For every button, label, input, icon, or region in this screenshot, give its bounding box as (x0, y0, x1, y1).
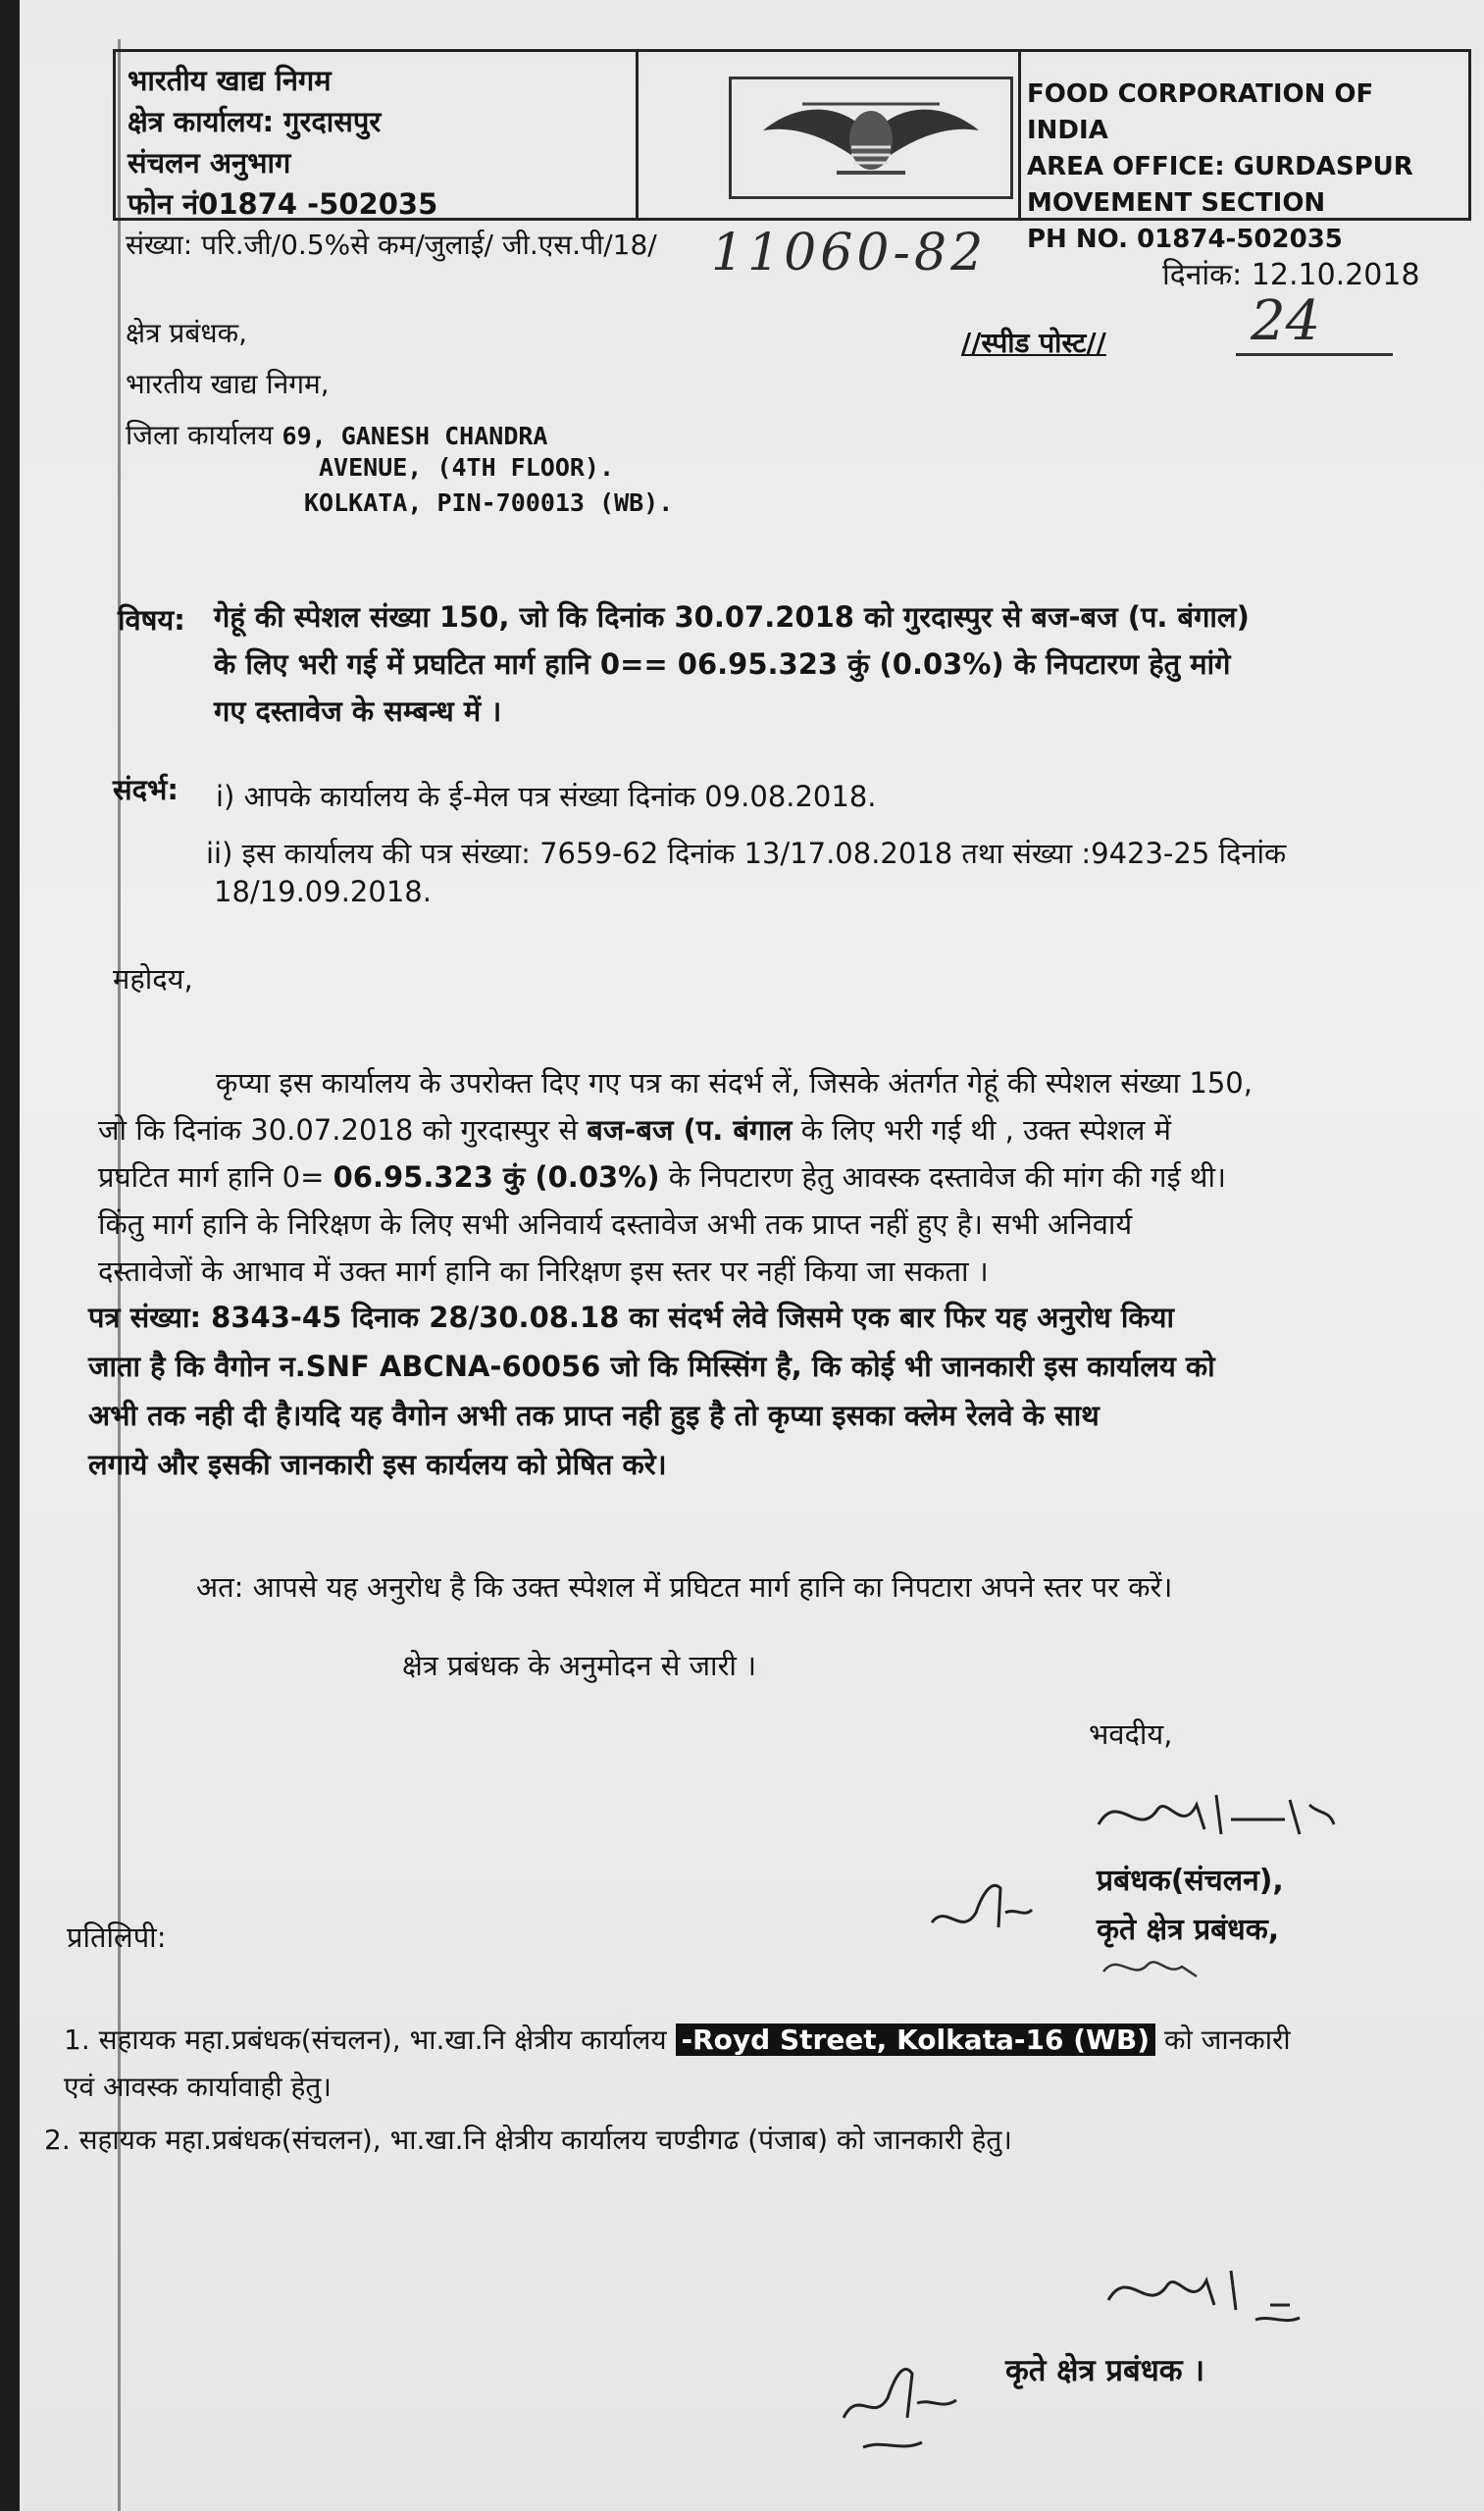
body-p1-line-3-a: प्रघटित मार्ग हानि 0= (98, 1160, 325, 1194)
copy-item-1-recipient: 1. सहायक महा.प्रबंधक(संचलन), भा.खा.नि क्षेत्रीय कार्यालय (64, 2024, 667, 2056)
addressee-line-2: भारतीय खाद्य निगम, (126, 368, 330, 400)
footer-side-signature-icon (824, 2349, 1000, 2457)
addressee-line-5: KOLKATA, PIN-700013 (WB). (304, 488, 674, 517)
office-hindi: क्षेत्र कार्यालय: गुरदासपुर (128, 105, 382, 138)
footer-designation: कृते क्षेत्र प्रबंधक । (1005, 2353, 1205, 2388)
phone-hindi: फोन नं01874 -502035 (128, 187, 438, 221)
copy-item-1-continuation: एवं आवस्क कार्यावाही हेतु। (64, 2071, 332, 2103)
closing-designation-2: कृते क्षेत्र प्रबंधक, (1097, 1913, 1280, 1947)
handwritten-reference-number: 11060-82 (711, 224, 988, 282)
closing-designation-1: प्रबंधक(संचलन), (1097, 1864, 1284, 1898)
approval-note: क्षेत्र प्रबंधक के अनुमोदन से जारी । (402, 1649, 757, 1682)
body-p1-line-3 (98, 1153, 1471, 1201)
emblem-logo (729, 77, 1013, 199)
salutation: महोदय, (113, 962, 193, 996)
body-p2-line-2: जाता है कि वैगोन न.SNF ABCNA-60056 जो कि मिस्सिंग है, कि कोई भी जानकारी इस कार्यालय को (88, 1350, 1215, 1383)
body-p2-line-1: पत्र संख्या: 8343-45 दिनाक 28/30.08.18 का संदर्भ लेवे जिसमे एक बार फिर यह अनुरोध किया (88, 1301, 1174, 1334)
body-paragraph-1 (98, 1059, 1471, 1295)
body-p1-line-2-c: के लिए भरी गई थी , उक्त स्पेशल में (800, 1113, 1171, 1147)
body-p1-line-2 (98, 1106, 1471, 1153)
handwritten-underline (1236, 353, 1393, 356)
addressee-office-hindi: जिला कार्यालय (126, 419, 274, 451)
side-signature-icon (922, 1869, 1040, 1947)
subject-line-2: के लिए भरी गई में प्रघटित मार्ग हानि 0== 06.95.323 कुं (0.03%) के निपटारण हेतु मांगे (214, 647, 1231, 681)
body-p2-line-3: अभी तक नही दी है।यदि यह वैगोन अभी तक प्राप्त नही हुइ है तो कृप्या इसका क्लेम रेलवे के साथ (88, 1399, 1100, 1432)
letterhead-divider-right (1018, 52, 1021, 218)
letterhead-hindi (128, 60, 618, 225)
body-p1-line-5: दस्तावेजों के आभाव में उक्त मार्ग हानि का निरिक्षण इस स्तर पर नहीं किया जा सकता । (98, 1255, 989, 1288)
addressee-line-4: AVENUE, (4TH FLOOR). (319, 453, 615, 482)
letter-page (20, 0, 1484, 2511)
body-p1-line-2-b: बज-बज (प. बंगाल (587, 1113, 793, 1147)
phone-english: PH NO. 01874-502035 (1027, 225, 1343, 254)
subject-label: विषय: (118, 603, 185, 637)
references-label: संदर्भ: (113, 773, 179, 806)
copy-to-label: प्रतिलिपी: (67, 1921, 167, 1954)
copy-item-1-address: -Royd Street, Kolkata-16 (WB) (676, 2024, 1156, 2056)
fci-emblem-icon (743, 86, 998, 189)
org-name-hindi: भारतीय खाद्य निगम (128, 64, 332, 97)
section-english: MOVEMENT SECTION (1027, 188, 1326, 218)
office-english: AREA OFFICE: GURDASPUR (1027, 152, 1413, 181)
initials-signature-icon (1099, 1947, 1216, 1986)
letterhead-divider-left (636, 52, 639, 218)
reference-item-2-line-1: ii) इस कार्यालय की पत्र संख्या: 7659-62 दिनांक 13/17.08.2018 तथा संख्या :9423-25 दिनांक (206, 837, 1287, 870)
section-hindi: संचलन अनुभाग (128, 146, 291, 179)
body-p2-line-4: लगाये और इसकी जानकारी इस कार्यलय को प्रेषित करे। (88, 1448, 667, 1481)
body-paragraph-3: अत: आपसे यह अनुरोध है कि उक्त स्पेशल में प्रघिटत मार्ग हानि का निपटारा अपने स्तर पर करें। (196, 1570, 1173, 1604)
reference-number: संख्या: परि.जी/0.5%से कम/जुलाई/ जी.एस.पी/18/ (126, 229, 657, 261)
org-name-english: FOOD CORPORATION OF INDIA (1027, 79, 1374, 145)
subject-line-3: गए दस्तावेज के सम्बन्ध में । (214, 694, 502, 728)
copy-item-2: 2. सहायक महा.प्रबंधक(संचलन), भा.खा.नि क्षेत्रीय कार्यालय चण्डीगढ (पंजाब) को जानकारी हेतु। (44, 2124, 1012, 2156)
reference-item-1: i) आपके कार्यालय के ई-मेल पत्र संख्या दिनांक 09.08.2018. (216, 780, 877, 813)
handwritten-mark: 24 (1251, 289, 1321, 353)
letterhead-english (1027, 77, 1449, 258)
body-paragraph-2 (88, 1293, 1471, 1489)
body-p1-line-2-a: जो कि दिनांक 30.07.2018 को गुरदास्पुर से (98, 1113, 579, 1147)
addressee-line-3 (126, 416, 547, 453)
copy-item-1 (64, 2021, 1291, 2058)
subject-line-1: गेहूं की स्पेशल संख्या 150, जो कि दिनांक 30.07.2018 को गुरदास्पुर से बज-बज (प. बंगाल) (214, 600, 1250, 634)
closing-yours: भवदीय, (1089, 1717, 1173, 1751)
speed-post-label: //स्पीड पोस्ट// (961, 327, 1106, 359)
body-p1-line-4: किंतु मार्ग हानि के निरिक्षण के लिए सभी अनिवार्य दस्तावेज अभी तक प्राप्त नहीं हुए है। सभी अनिवार्य (98, 1207, 1133, 1241)
footer-signature-icon (1099, 2251, 1334, 2339)
reference-item-2-line-2: 18/19.09.2018. (214, 875, 432, 908)
manager-signature-icon (1089, 1780, 1344, 1849)
addressee-street: 69, GANESH CHANDRA (281, 422, 548, 450)
subject-text (214, 593, 1479, 735)
copy-item-1-suffix: को जानकारी (1163, 2024, 1291, 2056)
letter-date: दिनांक: 12.10.2018 (1162, 258, 1420, 292)
body-p1-line-3-c: के निपटारण हेतु आवस्क दस्तावेज की मांग की गई थी। (668, 1160, 1226, 1194)
addressee-line-1: क्षेत्र प्रबंधक, (126, 317, 247, 349)
body-p1-line-1: कृप्या इस कार्यालय के उपरोक्त दिए गए पत्र का संदर्भ लें, जिसके अंतर्गत गेहूं की स्पेशल संख्या 150, (216, 1066, 1253, 1100)
body-p1-line-3-b: 06.95.323 कुं (0.03%) (333, 1160, 660, 1194)
